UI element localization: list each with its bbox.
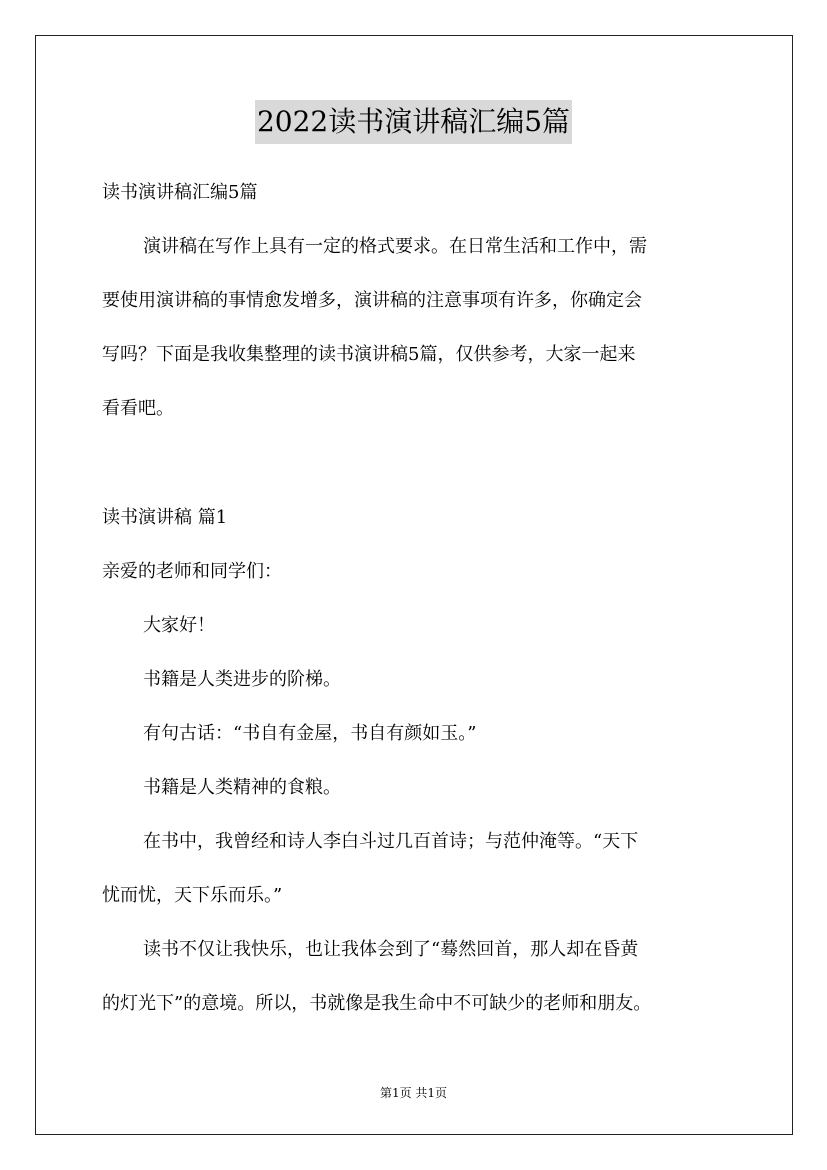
subtitle: 读书演讲稿汇编5篇: [102, 182, 258, 203]
section-heading: 读书演讲稿 篇1: [102, 507, 228, 528]
body-line: 书籍是人类精神的食粮。: [143, 777, 341, 798]
body-line: 在书中，我曾经和诗人李白斗过几百首诗；与范仲淹等。“天下: [143, 831, 639, 852]
intro-line: 看看吧。: [102, 398, 174, 419]
body-line: 大家好！: [143, 615, 215, 636]
body-line: 的灯光下”的意境。所以，书就像是我生命中不可缺少的老师和朋友。: [102, 993, 652, 1014]
document-title: 2022读书演讲稿汇编5篇: [255, 100, 572, 144]
body-line: 读书不仅让我快乐，也让我体会到了“蓦然回首，那人却在昏黄: [143, 939, 639, 960]
intro-line: 演讲稿在写作上具有一定的格式要求。在日常生活和工作中，需: [143, 236, 647, 257]
body-line: 忧而忧，天下乐而乐。”: [102, 885, 283, 906]
page-footer: 第1页 共1页: [379, 1086, 448, 1100]
salutation: 亲爱的老师和同学们：: [102, 561, 282, 582]
body-line: 书籍是人类进步的阶梯。: [143, 669, 341, 690]
document-title-wrap: [0, 100, 827, 144]
intro-line: 写吗？下面是我收集整理的读书演讲稿5篇，仅供参考，大家一起来: [102, 344, 636, 365]
body-line: 有句古话：“书自有金屋，书自有颜如玉。”: [143, 723, 477, 744]
intro-line: 要使用演讲稿的事情愈发增多，演讲稿的注意事项有许多，你确定会: [102, 290, 642, 311]
